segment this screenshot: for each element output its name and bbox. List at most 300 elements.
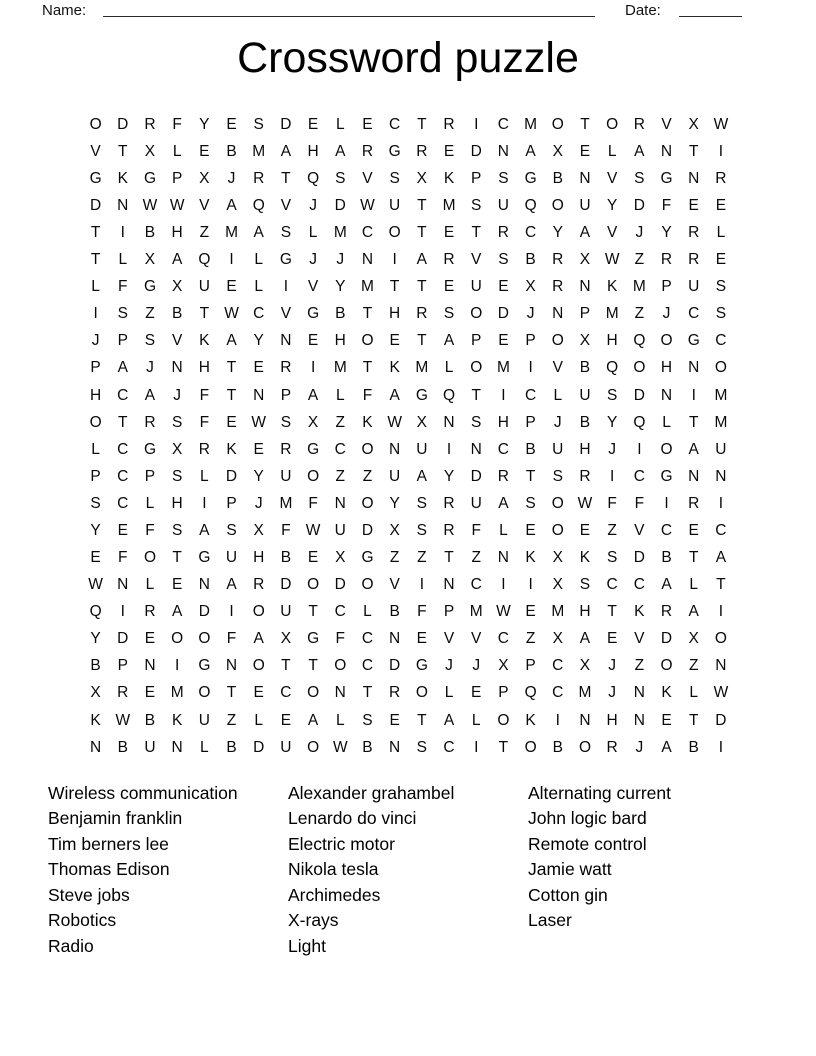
grid-letter: D	[117, 115, 129, 133]
grid-letter: X	[90, 684, 101, 702]
grid-letter: C	[389, 115, 401, 133]
grid-letter: S	[416, 494, 428, 512]
grid-letter: O	[334, 657, 347, 675]
grid-letter: N	[633, 711, 645, 729]
grid-letter: N	[253, 386, 265, 404]
grid-letter: E	[362, 115, 373, 133]
grid-letter: E	[443, 142, 455, 160]
grid-letter: D	[660, 630, 673, 648]
grid-letter: X	[144, 251, 156, 269]
grid-letter: T	[118, 142, 128, 160]
grid-letter: P	[525, 413, 536, 431]
word-list-item: Archimedes	[288, 884, 381, 905]
grid-letter: F	[118, 278, 128, 296]
grid-letter: Q	[89, 603, 102, 621]
grid-letter: D	[633, 197, 645, 215]
grid-letter: R	[688, 224, 700, 242]
word-list-item: X-rays	[288, 910, 339, 931]
grid-letter: A	[661, 738, 672, 756]
grid-letter: T	[199, 305, 210, 323]
word-list-item: Cotton gin	[528, 884, 608, 905]
grid-letter: D	[225, 467, 238, 485]
grid-letter: C	[361, 657, 374, 675]
grid-letter: K	[171, 711, 183, 729]
grid-letter: W	[577, 494, 593, 512]
grid-letter: Y	[661, 224, 672, 242]
grid-letter: O	[361, 332, 374, 350]
grid-letter: K	[634, 603, 645, 621]
grid-letter: S	[416, 738, 428, 756]
grid-letter: R	[497, 467, 509, 485]
grid-letter: U	[280, 467, 292, 485]
grid-letter: O	[551, 115, 564, 133]
grid-letter: Z	[471, 549, 481, 567]
grid-letter: Z	[335, 467, 346, 485]
grid-letter: K	[606, 278, 618, 296]
word-list-item: Light	[288, 935, 326, 956]
grid-letter: V	[634, 630, 645, 648]
grid-letter: C	[660, 521, 673, 539]
grid-letter: G	[524, 169, 537, 187]
grid-letter: S	[117, 305, 128, 323]
grid-letter: I	[718, 738, 724, 756]
grid-letter: J	[146, 359, 154, 377]
grid-letter: Z	[607, 521, 617, 539]
grid-letter: B	[226, 142, 237, 160]
grid-letter: W	[88, 576, 103, 594]
grid-letter: F	[199, 413, 210, 431]
grid-letter: G	[361, 549, 374, 567]
grid-letter: E	[525, 521, 536, 539]
grid-letter: D	[389, 657, 401, 675]
grid-letter: C	[280, 684, 292, 702]
grid-letter: P	[90, 359, 101, 377]
grid-letter: N	[688, 169, 700, 187]
grid-letter: O	[143, 549, 156, 567]
grid-letter: A	[416, 251, 428, 269]
grid-letter: D	[280, 576, 292, 594]
grid-letter: E	[579, 521, 591, 539]
grid-letter: E	[199, 142, 210, 160]
grid-letter: I	[528, 576, 533, 594]
grid-letter: F	[118, 549, 128, 567]
grid-letter: J	[635, 738, 644, 756]
grid-letter: D	[715, 711, 727, 729]
grid-letter: C	[334, 440, 346, 458]
grid-letter: P	[280, 386, 292, 404]
grid-letter: B	[552, 738, 563, 756]
grid-letter: L	[689, 684, 699, 702]
grid-letter: Z	[417, 549, 427, 567]
grid-letter: I	[664, 494, 669, 512]
grid-letter: I	[718, 494, 724, 512]
page-title: Crossword puzzle	[237, 34, 579, 82]
grid-letter: P	[171, 169, 183, 187]
grid-letter: O	[307, 467, 320, 485]
grid-letter: R	[660, 603, 673, 621]
grid-letter: O	[497, 711, 510, 729]
grid-letter: I	[555, 711, 560, 729]
grid-letter: J	[635, 224, 644, 242]
grid-letter: A	[715, 549, 727, 567]
grid-letter: C	[688, 305, 700, 323]
grid-letter: J	[173, 386, 182, 404]
word-list-item: Tim berners lee	[48, 833, 169, 854]
grid-letter: U	[715, 440, 727, 458]
grid-letter: J	[309, 251, 317, 269]
grid-letter: U	[144, 738, 156, 756]
grid-letter: I	[501, 386, 506, 404]
grid-letter: W	[387, 413, 402, 431]
grid-letter: A	[307, 386, 319, 404]
grid-letter: S	[498, 169, 509, 187]
grid-letter: A	[253, 224, 264, 242]
grid-letter: L	[335, 386, 345, 404]
grid-letter: T	[226, 359, 237, 377]
grid-letter: A	[443, 332, 455, 350]
grid-letter: K	[90, 711, 101, 729]
grid-letter: C	[443, 738, 455, 756]
grid-letter: D	[633, 549, 645, 567]
grid-letter: X	[552, 576, 563, 594]
grid-letter: F	[281, 521, 291, 539]
grid-letter: L	[200, 467, 209, 485]
grid-letter: U	[225, 549, 238, 567]
grid-letter: N	[497, 142, 509, 160]
grid-letter: A	[226, 576, 237, 594]
grid-letter: O	[470, 305, 483, 323]
grid-letter: N	[280, 332, 292, 350]
grid-letter: L	[335, 115, 345, 133]
grid-letter: T	[417, 278, 427, 296]
grid-letter: R	[144, 603, 156, 621]
grid-letter: Y	[552, 224, 563, 242]
grid-letter: V	[199, 197, 210, 215]
grid-letter: I	[283, 278, 289, 296]
grid-letter: V	[90, 142, 101, 160]
grid-letter: O	[89, 413, 102, 431]
grid-letter: I	[637, 440, 642, 458]
grid-letter: G	[307, 305, 320, 323]
grid-letter: E	[226, 413, 237, 431]
grid-letter: N	[552, 305, 564, 323]
grid-letter: X	[688, 630, 699, 648]
grid-letter: O	[551, 197, 564, 215]
grid-letter: G	[307, 440, 320, 458]
grid-letter: J	[254, 494, 263, 512]
grid-letter: M	[442, 197, 456, 215]
grid-letter: R	[579, 467, 591, 485]
word-list-item: Laser	[528, 910, 572, 931]
grid-letter: X	[552, 142, 563, 160]
grid-letter: D	[117, 630, 129, 648]
grid-letter: E	[253, 359, 264, 377]
grid-letter: C	[117, 386, 129, 404]
word-list-item: John logic bard	[528, 808, 647, 829]
grid-letter: N	[443, 576, 455, 594]
grid-letter: A	[253, 630, 264, 648]
grid-letter: O	[551, 332, 564, 350]
word-search-grid	[82, 111, 735, 761]
grid-letter: C	[117, 440, 129, 458]
word-list-column	[48, 781, 238, 959]
grid-letter: E	[90, 549, 101, 567]
grid-letter: J	[227, 169, 236, 187]
grid-letter: A	[226, 332, 237, 350]
grid-letter: E	[688, 521, 699, 539]
grid-letter: T	[308, 603, 318, 621]
grid-letter: T	[417, 711, 427, 729]
grid-letter: I	[229, 251, 234, 269]
grid-letter: R	[688, 251, 700, 269]
word-list-item: Jamie watt	[528, 859, 612, 880]
grid-letter: W	[604, 251, 620, 269]
grid-letter: B	[117, 738, 128, 756]
grid-letter: L	[553, 386, 563, 404]
grid-letter: B	[661, 549, 672, 567]
grid-letter: C	[497, 440, 509, 458]
grid-letter: R	[552, 278, 564, 296]
grid-letter: S	[579, 576, 591, 594]
grid-letter: N	[144, 657, 156, 675]
grid-letter: F	[607, 494, 617, 512]
grid-letter: S	[498, 251, 509, 269]
grid-letter: O	[714, 630, 727, 648]
grid-letter: N	[334, 684, 346, 702]
grid-letter: E	[443, 278, 455, 296]
grid-letter: T	[362, 305, 373, 323]
word-list-item: Radio	[48, 935, 94, 956]
grid-letter: Z	[688, 657, 699, 675]
grid-letter: D	[470, 467, 482, 485]
grid-letter: J	[445, 657, 453, 675]
grid-letter: X	[579, 657, 591, 675]
grid-letter: Y	[606, 197, 618, 215]
grid-letter: T	[688, 549, 699, 567]
grid-letter: N	[334, 494, 346, 512]
name-label: Name:	[42, 2, 87, 19]
grid-letter: X	[552, 549, 563, 567]
grid-letter: N	[660, 142, 673, 160]
grid-letter: L	[254, 251, 264, 269]
grid-letter: O	[198, 684, 211, 702]
word-list-item: Lenardo do vinci	[288, 808, 417, 829]
grid-letter: V	[661, 115, 672, 133]
grid-letter: T	[444, 549, 454, 567]
grid-letter: A	[307, 711, 319, 729]
grid-letter: G	[660, 169, 673, 187]
grid-letter: F	[634, 494, 645, 512]
grid-letter: M	[333, 224, 347, 242]
grid-letter: A	[525, 142, 536, 160]
grid-letter: Z	[362, 467, 373, 485]
grid-letter: H	[334, 332, 346, 350]
grid-letter: K	[525, 549, 536, 567]
grid-letter: R	[443, 494, 455, 512]
grid-letter: R	[606, 738, 618, 756]
grid-letter: S	[253, 115, 264, 133]
grid-letter: N	[225, 657, 238, 675]
word-list-item: Nikola tesla	[288, 859, 379, 880]
grid-letter: F	[199, 386, 210, 404]
grid-letter: L	[444, 359, 454, 377]
grid-letter: Z	[634, 251, 645, 269]
word-list-item: Robotics	[48, 910, 117, 931]
grid-letter: C	[470, 576, 482, 594]
grid-letter: E	[661, 711, 672, 729]
grid-letter: I	[691, 386, 696, 404]
grid-letter: O	[660, 332, 673, 350]
grid-letter: N	[579, 169, 591, 187]
grid-letter: T	[688, 413, 699, 431]
grid-letter: C	[552, 684, 564, 702]
grid-letter: E	[498, 278, 509, 296]
grid-letter: F	[145, 521, 155, 539]
grid-letter: H	[606, 711, 618, 729]
grid-letter: H	[89, 386, 102, 404]
grid-letter: B	[280, 549, 292, 567]
grid-letter: I	[419, 576, 424, 594]
grid-letter: A	[389, 386, 400, 404]
grid-letter: B	[226, 738, 237, 756]
grid-letter: N	[443, 413, 455, 431]
grid-letter: E	[525, 603, 536, 621]
grid-letter: G	[415, 386, 428, 404]
grid-letter: N	[688, 467, 700, 485]
grid-letter: C	[117, 494, 129, 512]
grid-letter: J	[309, 197, 317, 215]
grid-letter: V	[280, 305, 292, 323]
grid-letter: S	[280, 224, 292, 242]
grid-letter: S	[280, 413, 292, 431]
grid-letter: R	[497, 224, 509, 242]
grid-letter: T	[716, 576, 726, 594]
grid-letter: Y	[335, 278, 346, 296]
grid-letter: Z	[335, 413, 346, 431]
grid-letter: C	[524, 386, 537, 404]
grid-letter: L	[607, 142, 617, 160]
grid-letter: U	[389, 467, 401, 485]
grid-letter: A	[117, 359, 128, 377]
grid-letter: L	[254, 278, 264, 296]
grid-letter: L	[444, 684, 454, 702]
grid-letter: M	[469, 603, 483, 621]
grid-letter: I	[610, 467, 615, 485]
grid-letter: U	[552, 440, 564, 458]
grid-letter: K	[117, 169, 128, 187]
grid-letter: T	[580, 115, 590, 133]
grid-letter: J	[608, 684, 617, 702]
grid-letter: T	[471, 386, 481, 404]
grid-letter: H	[579, 440, 591, 458]
grid-letter: V	[552, 359, 563, 377]
grid-letter: T	[389, 278, 400, 296]
grid-letter: H	[660, 359, 673, 377]
grid-letter: S	[471, 413, 482, 431]
grid-letter: W	[496, 603, 511, 621]
grid-letter: E	[307, 332, 319, 350]
grid-letter: P	[471, 332, 482, 350]
grid-letter: V	[471, 630, 482, 648]
grid-letter: C	[715, 332, 727, 350]
grid-letter: O	[198, 630, 211, 648]
word-list-column	[528, 781, 671, 934]
grid-letter: X	[199, 169, 210, 187]
grid-letter: N	[579, 278, 591, 296]
date-label: Date:	[625, 2, 661, 19]
grid-letter: P	[144, 467, 156, 485]
grid-letter: T	[226, 684, 237, 702]
grid-letter: N	[389, 738, 401, 756]
grid-letter: T	[417, 332, 427, 350]
grid-letter: U	[579, 386, 591, 404]
grid-letter: L	[689, 576, 699, 594]
grid-letter: V	[171, 332, 183, 350]
grid-letter: Z	[634, 657, 645, 675]
grid-letter: P	[471, 169, 482, 187]
grid-letter: E	[307, 115, 319, 133]
grid-letter: A	[199, 521, 210, 539]
grid-letter: X	[579, 332, 591, 350]
grid-letter: R	[117, 684, 129, 702]
grid-letter: Y	[389, 494, 400, 512]
grid-letter: W	[713, 115, 729, 133]
grid-letter: V	[606, 224, 618, 242]
grid-letter: E	[416, 630, 428, 648]
word-list-item: Remote control	[528, 833, 647, 854]
grid-letter: P	[443, 603, 455, 621]
grid-letter: C	[715, 521, 727, 539]
grid-letter: X	[525, 278, 536, 296]
grid-letter: M	[578, 684, 592, 702]
grid-letter: M	[170, 684, 184, 702]
grid-letter: Q	[606, 359, 619, 377]
grid-letter: A	[498, 494, 509, 512]
grid-letter: B	[171, 305, 183, 323]
grid-letter: K	[443, 169, 455, 187]
grid-letter: L	[118, 251, 128, 269]
grid-letter: U	[688, 278, 700, 296]
grid-letter: N	[497, 549, 509, 567]
grid-letter: W	[169, 197, 185, 215]
name-blank-line	[103, 0, 595, 17]
grid-letter: W	[224, 305, 239, 323]
grid-letter: P	[579, 305, 591, 323]
grid-letter: M	[415, 359, 429, 377]
grid-letter: I	[175, 657, 180, 675]
grid-letter: O	[307, 576, 320, 594]
grid-letter: S	[389, 169, 400, 187]
grid-letter: G	[89, 169, 102, 187]
grid-letter: T	[226, 386, 237, 404]
grid-letter: X	[280, 630, 292, 648]
grid-letter: R	[688, 494, 700, 512]
grid-letter: X	[552, 630, 563, 648]
grid-letter: G	[307, 630, 320, 648]
grid-letter: C	[552, 657, 564, 675]
grid-letter: O	[606, 115, 619, 133]
grid-letter: D	[253, 738, 265, 756]
grid-letter: D	[89, 197, 102, 215]
grid-letter: H	[606, 332, 618, 350]
grid-letter: V	[606, 169, 618, 187]
grid-letter: M	[279, 494, 293, 512]
grid-letter: K	[199, 332, 210, 350]
date-blank-line	[679, 0, 742, 17]
grid-letter: C	[334, 603, 346, 621]
grid-letter: U	[389, 197, 401, 215]
grid-letter: S	[226, 521, 237, 539]
